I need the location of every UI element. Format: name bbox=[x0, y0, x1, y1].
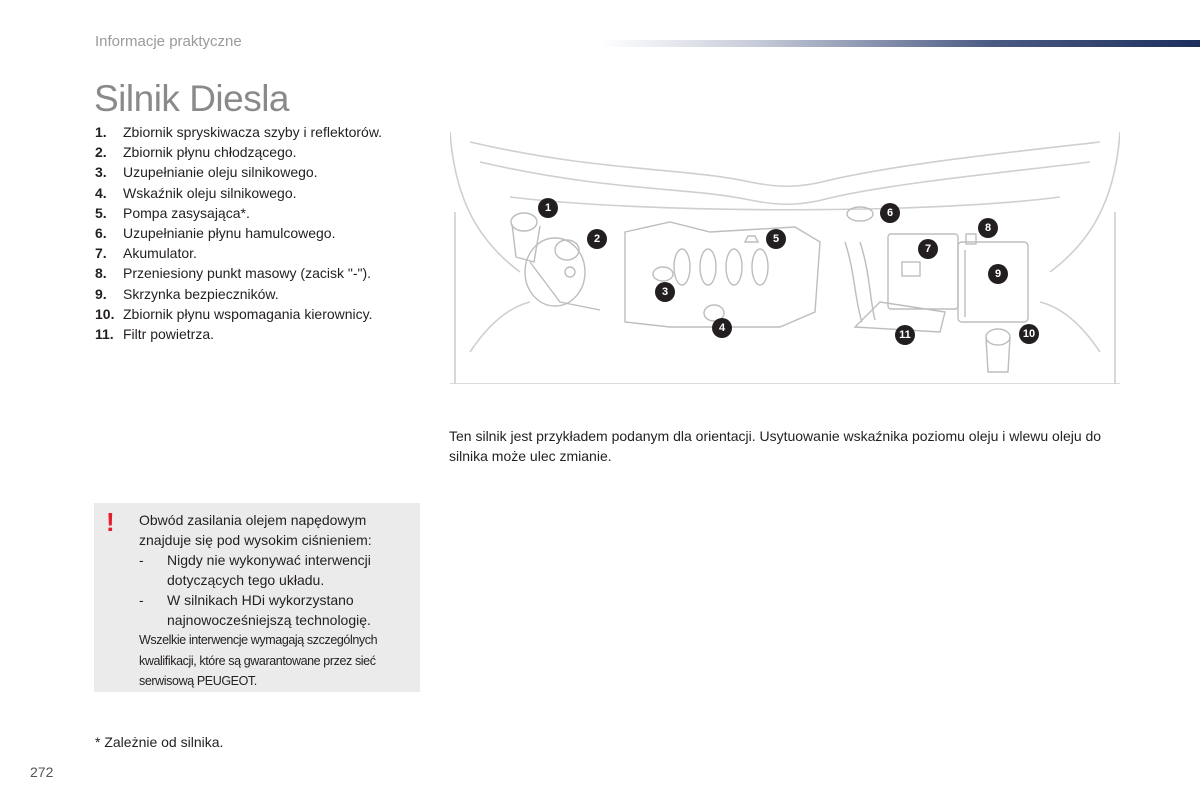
warning-item bbox=[139, 590, 409, 630]
callout-number: 9 bbox=[994, 268, 1002, 280]
legend-item bbox=[95, 203, 382, 223]
callout-badge-5 bbox=[766, 229, 786, 249]
legend-text: Pompa zasysająca*. bbox=[123, 204, 250, 221]
callout-number: 6 bbox=[886, 207, 894, 219]
legend-text: Zbiornik spryskiwacza szyby i reflektorów. bbox=[123, 124, 383, 140]
legend-text: Uzupełnianie oleju silnikowego. bbox=[123, 164, 318, 181]
legend-number: 4. bbox=[95, 184, 107, 201]
callout-number: 1 bbox=[544, 202, 552, 214]
callout-badge-4 bbox=[712, 318, 732, 338]
legend-number: 11. bbox=[95, 326, 114, 343]
legend-text: Zbiornik płynu wspomagania kierownicy. bbox=[123, 305, 373, 322]
legend-item bbox=[95, 304, 382, 324]
callout-badge-6 bbox=[880, 203, 900, 223]
legend-text: Filtr powietrza. bbox=[123, 326, 215, 343]
legend-item bbox=[95, 162, 382, 182]
legend-item bbox=[95, 122, 382, 142]
warning-item-text: W silnikach HDi wykorzystano najnowocześniejszą technologię. bbox=[167, 592, 371, 628]
legend-item bbox=[95, 284, 382, 304]
legend-item bbox=[95, 142, 382, 162]
legend-text: Przeniesiony punkt masowy (zacisk "-"). bbox=[123, 265, 372, 282]
warning-icon: ! bbox=[106, 507, 115, 537]
callout-badge-7 bbox=[918, 239, 938, 259]
legend-number: 10. bbox=[95, 305, 115, 322]
legend-item bbox=[95, 263, 382, 283]
warning-item-dash: - bbox=[139, 552, 144, 568]
footnote: * Zależnie od silnika. bbox=[95, 734, 224, 750]
warning-intro: Obwód zasilania olejem napędowym znajduje się pod wysokim ciśnieniem: bbox=[139, 512, 372, 548]
warning-text bbox=[139, 510, 409, 692]
legend-text: Zbiornik płynu chłodzącego. bbox=[123, 144, 297, 161]
callout-number: 3 bbox=[661, 286, 669, 298]
legend-text: Skrzynka bezpieczników. bbox=[123, 285, 279, 302]
callout-number: 8 bbox=[984, 222, 992, 234]
section-label: Informacje praktyczne bbox=[95, 33, 242, 50]
legend-number: 8. bbox=[95, 265, 107, 282]
engine-bay-drawing bbox=[450, 122, 1120, 384]
legend-number: 3. bbox=[95, 164, 107, 181]
callout-badge-3 bbox=[655, 282, 675, 302]
callout-number: 7 bbox=[924, 243, 932, 255]
callout-badge-10 bbox=[1019, 324, 1039, 344]
header-gradient-bar bbox=[600, 40, 1200, 47]
legend-item bbox=[95, 223, 382, 243]
legend-number: 7. bbox=[95, 245, 107, 262]
legend-number: 6. bbox=[95, 225, 107, 242]
callout-badge-11 bbox=[895, 325, 915, 345]
legend-number: 5. bbox=[95, 204, 107, 221]
callout-badge-1 bbox=[538, 198, 558, 218]
warning-item-text: Nigdy nie wykonywać interwencji dotyczących tego układu. bbox=[167, 552, 371, 588]
callout-number: 10 bbox=[1022, 328, 1036, 340]
callout-number: 2 bbox=[593, 233, 601, 245]
legend-item bbox=[95, 243, 382, 263]
warning-item bbox=[139, 550, 409, 590]
legend-text: Uzupełnianie płynu hamulcowego. bbox=[123, 225, 336, 242]
callout-number: 4 bbox=[718, 322, 726, 334]
warning-note: Wszelkie interwencje wymagają szczególnych kwalifikacji, które są gwarantowane przez sieć serwisową PEUGEOT. bbox=[139, 633, 378, 688]
callout-badge-8 bbox=[978, 218, 998, 238]
legend-item bbox=[95, 183, 382, 203]
callout-badge-9 bbox=[988, 264, 1008, 284]
callout-number: 5 bbox=[772, 233, 780, 245]
callout-badge-2 bbox=[587, 229, 607, 249]
warning-item-dash: - bbox=[139, 592, 144, 608]
engine-bay-illustration bbox=[450, 122, 1120, 384]
legend-number: 9. bbox=[95, 285, 107, 302]
legend-number: 1. bbox=[95, 124, 107, 140]
figure-caption: Ten silnik jest przykładem podanym dla orientacji. Usytuowanie wskaźnika poziomu oleju i wlewu oleju do silnika może ulec zmianie. bbox=[449, 428, 1102, 464]
page-title: Silnik Diesla bbox=[94, 78, 290, 119]
component-legend bbox=[95, 122, 382, 344]
legend-item bbox=[95, 324, 382, 344]
callout-number: 11 bbox=[899, 329, 911, 341]
legend-number: 2. bbox=[95, 144, 107, 161]
legend-text: Akumulator. bbox=[123, 245, 197, 262]
page-number: 272 bbox=[30, 764, 54, 780]
legend-text: Wskaźnik oleju silnikowego. bbox=[123, 184, 297, 201]
warning-box bbox=[94, 503, 420, 692]
